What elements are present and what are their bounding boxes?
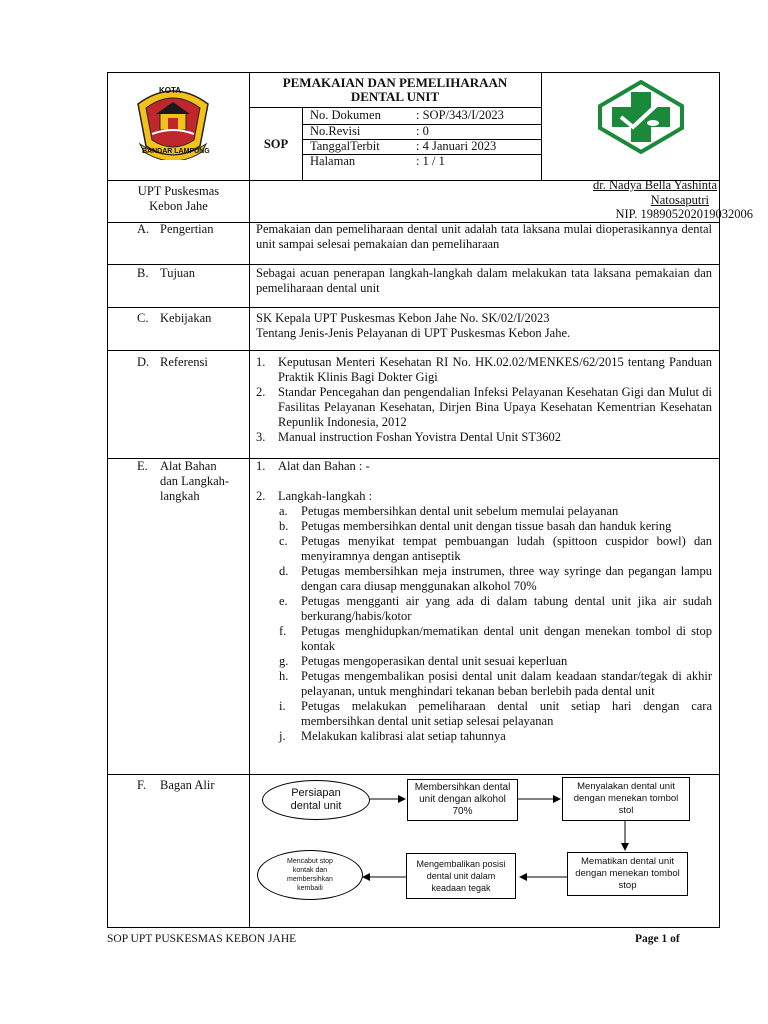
section-c-line2: Tentang Jenis-Jenis Pelayanan di UPT Puskesmas Kebon Jahe. — [256, 326, 571, 340]
procedure-steps — [279, 504, 712, 744]
list-item: d. Petugas membersihkan meja instrumen, three way syringe dan pegangan lampu dengan cara diusap menggunakan alkohol 70% — [279, 564, 712, 593]
signer-name-line1: dr. Nadya Bella Yashinta — [593, 178, 717, 192]
section-c-letter: C. — [137, 311, 149, 325]
field-value-no-dokumen: : SOP/343/I/2023 — [416, 108, 504, 122]
tools-item-number: 1. — [256, 459, 266, 473]
section-f-label: Bagan Alir — [160, 778, 215, 792]
section-a-label: Pengertian — [160, 222, 214, 236]
section-e-label-line3: langkah — [160, 489, 200, 503]
section-d-label: Referensi — [160, 355, 208, 369]
steps-item-number: 2. — [256, 489, 266, 503]
flow-node-persiapan: Persiapan dental unit — [262, 780, 370, 820]
sop-label: SOP — [263, 137, 289, 151]
flow-node-mematikan: Mematikan dental unit dengan menekan tombol stop — [567, 852, 688, 896]
list-item: f. Petugas menghidupkan/mematikan dental unit dengan menekan tombol di stop kontak — [279, 624, 712, 653]
document-title-line2: DENTAL UNIT — [350, 89, 440, 104]
section-e-label-line1: Alat Bahan — [160, 459, 217, 473]
flow-node-mengembalikan: Mengembalikan posisi dental unit dalam keadaan tegak — [406, 853, 516, 899]
flow-node-mencabut: Mencabut stop kontak dan membersihkan kembaili — [257, 850, 363, 900]
field-value-tanggal-terbit: : 4 Januari 2023 — [416, 139, 497, 153]
tools-item-text: Alat dan Bahan : - — [278, 459, 370, 473]
list-item: c. Petugas menyikat tempat pembuangan ludah (spittoon cuspidor bowl) dan menyiramnya dengan antiseptik — [279, 534, 712, 563]
section-a-letter: A. — [137, 222, 150, 236]
list-item: e. Petugas mengganti air yang ada di dalam tabung dental unit jika air sudah berkurang/habis/kotor — [279, 594, 712, 623]
puskesmas-logo — [596, 80, 686, 154]
org-name-line1: UPT Puskesmas — [137, 184, 220, 198]
field-label-no-revisi: No.Revisi — [310, 124, 361, 138]
city-logo — [130, 84, 216, 160]
section-c-label: Kebijakan — [160, 311, 212, 325]
footer-right: Page 1 of — [635, 933, 680, 945]
document-title-line1: PEMAKAIAN DAN PEMELIHARAAN — [282, 75, 508, 90]
flow-node-membersihkan: Membersihkan dental unit dengan alkohol 70% — [407, 779, 518, 821]
list-item: i. Petugas melakukan pemeliharaan dental unit setiap hari dengan cara membersihkan dental unit setiap selesai pelayanan — [279, 699, 712, 728]
steps-item-text: Langkah-langkah : — [278, 489, 373, 503]
list-item: a. Petugas membersihkan dental unit sebelum memulai pelayanan — [279, 504, 619, 518]
section-e-letter: E. — [137, 459, 148, 473]
section-b-letter: B. — [137, 266, 149, 280]
field-label-no-dokumen: No. Dokumen — [310, 108, 381, 122]
reference-list — [256, 355, 712, 445]
footer-left: SOP UPT PUSKESMAS KEBON JAHE — [107, 933, 297, 945]
section-b-text: Sebagai acuan penerapan langkah-langkah dalam melakukan tata laksana pemakaian dan pemeliharaan dental unit — [256, 266, 712, 295]
section-d-letter: D. — [137, 355, 150, 369]
logo-top-text: KOTA — [159, 86, 182, 95]
section-c-line1: SK Kepala UPT Puskesmas Kebon Jahe No. SK/02/I/2023 — [256, 311, 550, 325]
org-name-line2: Kebon Jahe — [149, 199, 208, 213]
list-item: b. Petugas membersihkan dental unit dengan tissue basah dan handuk kering — [279, 519, 672, 533]
field-label-halaman: Halaman — [310, 154, 356, 168]
field-label-tanggal-terbit: TanggalTerbit — [310, 139, 380, 153]
list-item: g. Petugas mengoperasikan dental unit sesuai keperluan — [279, 654, 568, 668]
section-e-label-line2: dan Langkah- — [160, 474, 230, 488]
field-value-no-revisi: : 0 — [416, 124, 429, 138]
logo-bottom-text: BANDAR LAMPUNG — [142, 148, 210, 155]
flow-node-menyalakan: Menyalakan dental unit dengan menekan tombol stol — [562, 777, 690, 821]
section-b-label: Tujuan — [160, 266, 195, 280]
signer-nip: NIP. 198905202019032006 — [615, 207, 753, 221]
list-item: 1. Keputusan Menteri Kesehatan RI No. HK.02.02/MENKES/62/2015 tentang Panduan Praktik Klinis Bagi Dokter Gigi — [256, 355, 712, 384]
section-a-text: Pemakaian dan pemeliharaan dental unit adalah tata laksana mulai dioperasikannya dental unit sampai selesai pemakaian dan pemeliharaan — [256, 222, 712, 251]
field-value-halaman: : 1 / 1 — [416, 154, 445, 168]
list-item: h. Petugas mengembalikan posisi dental unit dalam keadaan standar/tegak di akhir pelayanan, untuk menghindari tekanan beban berlebih pada dental unit — [279, 669, 712, 698]
list-item: j. Melakukan kalibrasi alat setiap tahunnya — [279, 729, 506, 743]
section-f-letter: F. — [137, 778, 147, 792]
list-item: 3. Manual instruction Foshan Yovistra Dental Unit ST3602 — [256, 430, 561, 444]
list-item: 2. Standar Pencegahan dan pengendalian Infeksi Pelayanan Kesehatan Gigi dan Mulut di Fasilitas Pelayanan Kesehatan, Dirjen Bina Upaya Kesehatan Kementrian Kesehatan Repunlik Indonesia, 2012 — [256, 385, 712, 429]
signer-name-line2: Natosaputri — [650, 193, 709, 207]
